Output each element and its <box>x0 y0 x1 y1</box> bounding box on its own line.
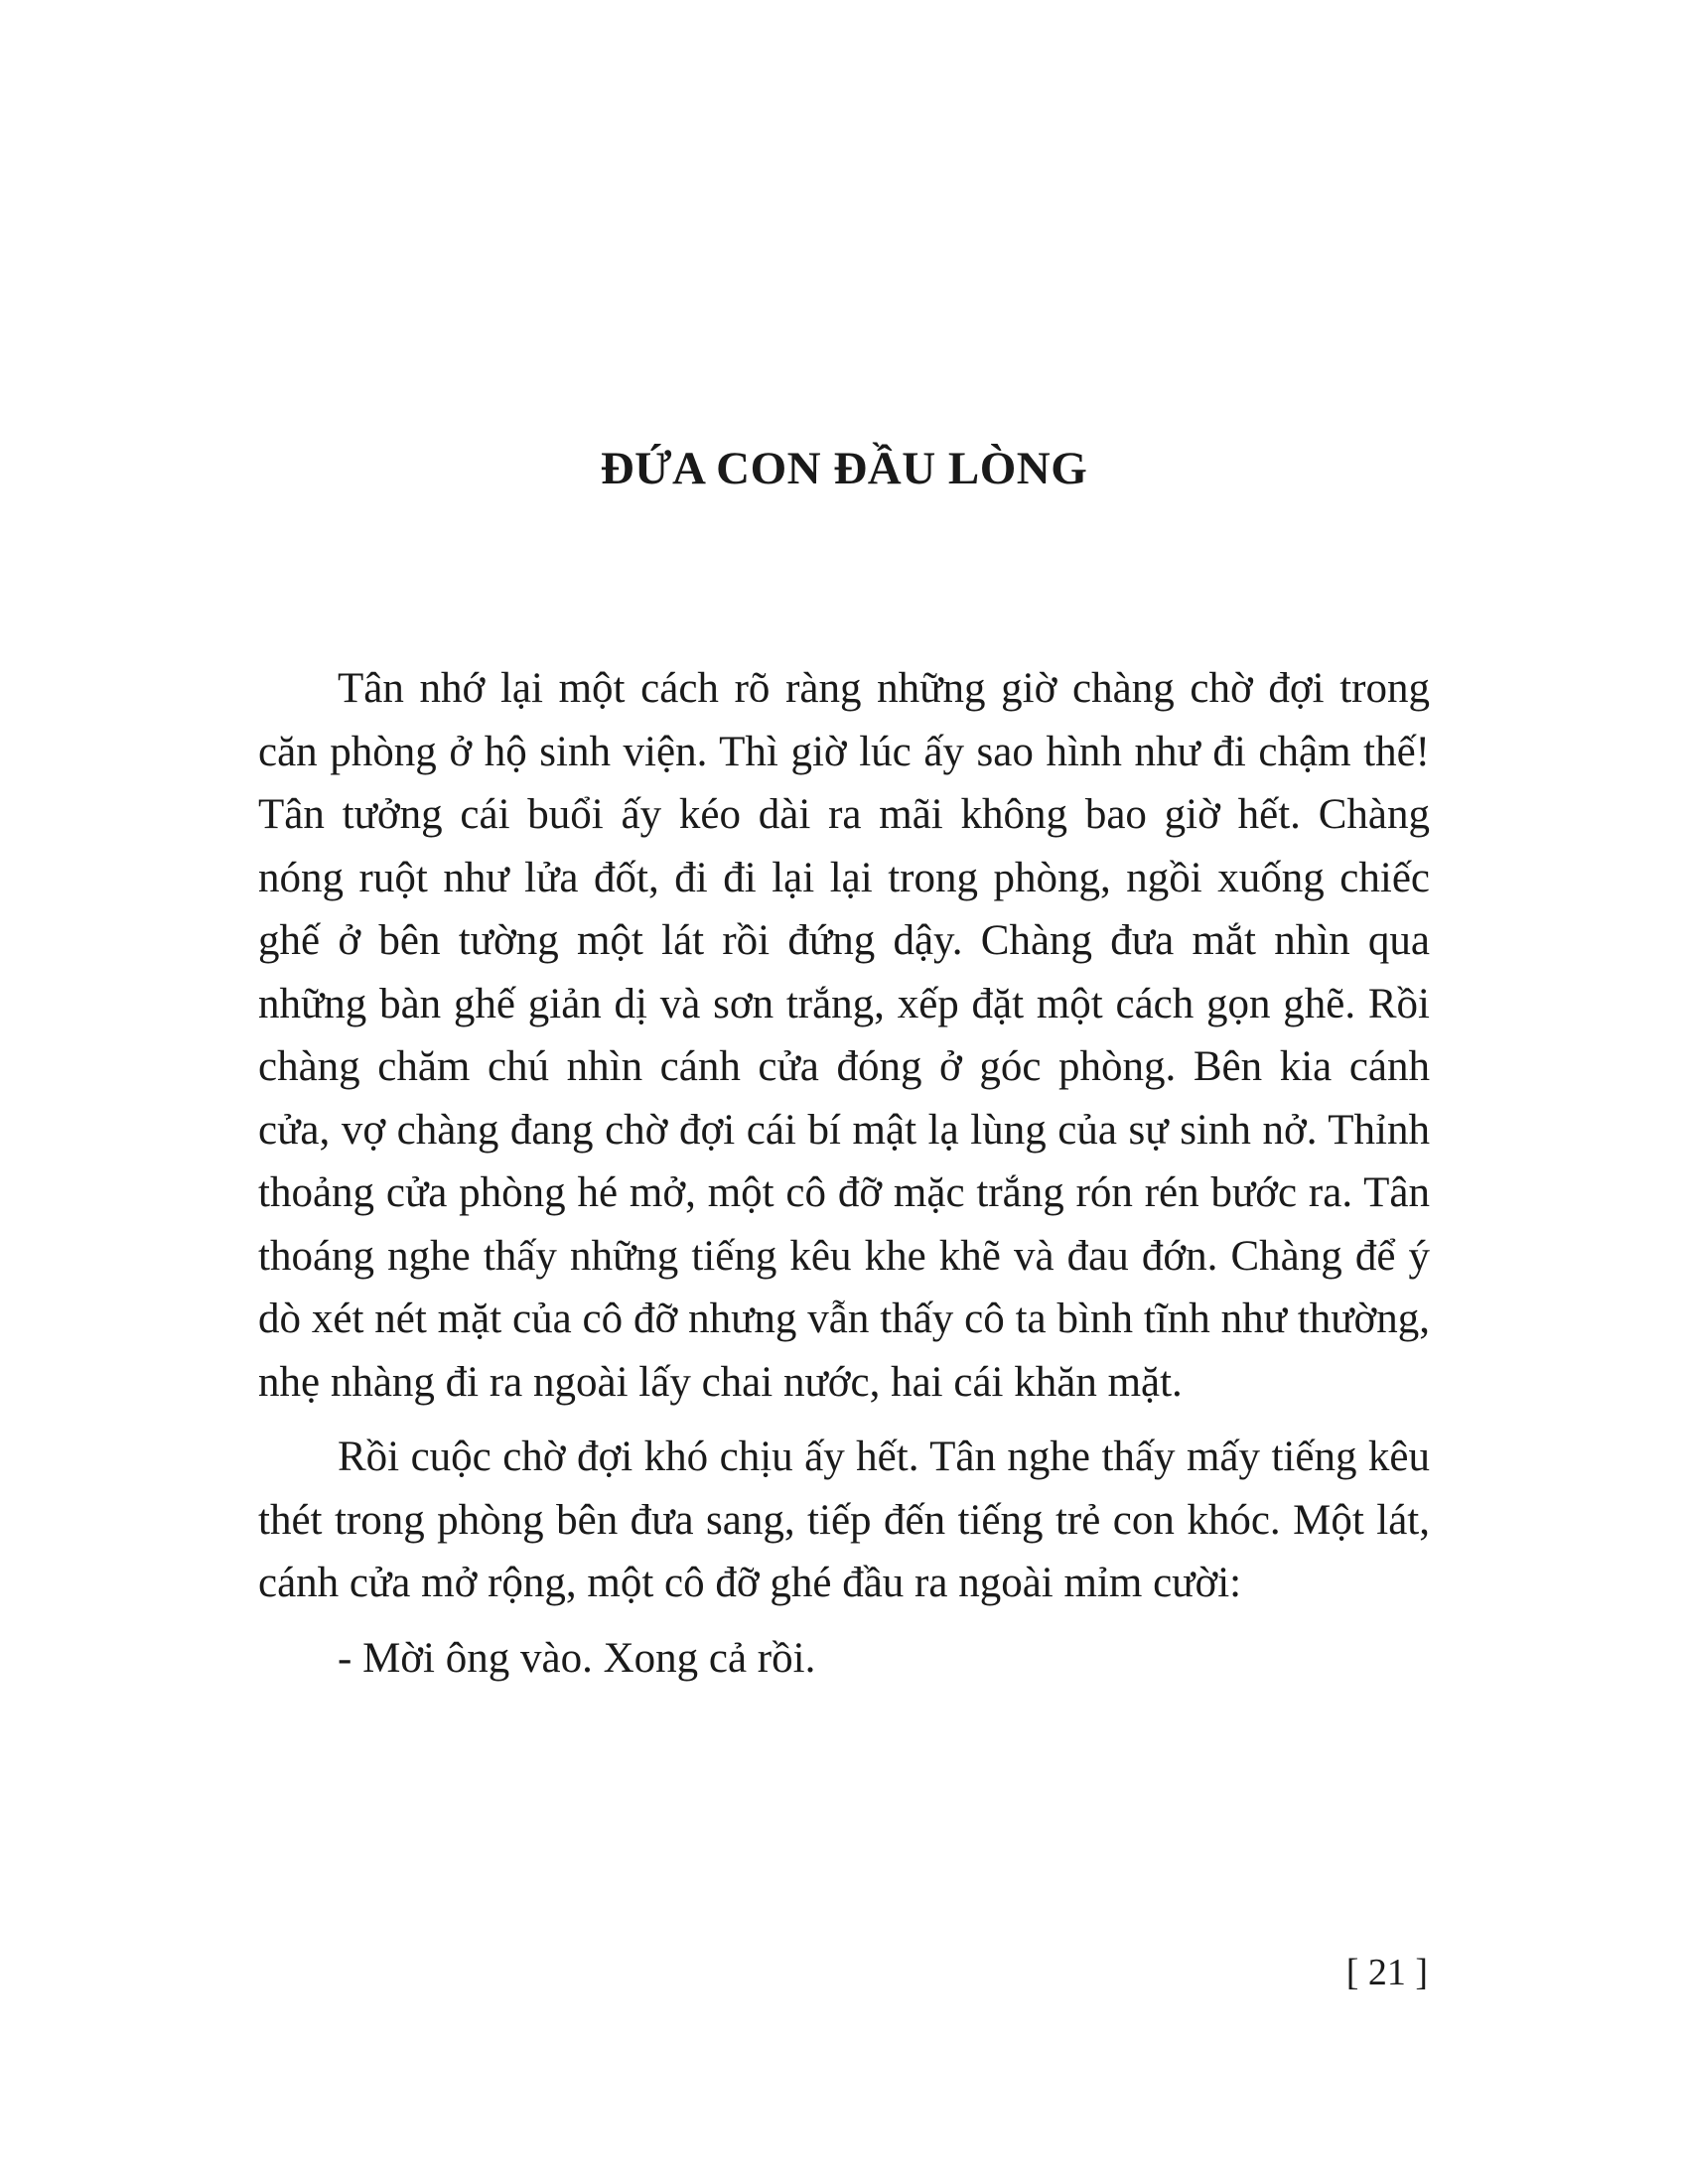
chapter-body <box>258 657 1430 1702</box>
dialogue-line: - Mời ông vào. Xong cả rồi. <box>338 1634 816 1682</box>
paragraph: Rồi cuộc chờ đợi khó chịu ấy hết. Tân nghe thấy mấy tiếng kêu thét trong phòng bên đưa sang, tiếp đến tiếng trẻ con khóc. Một lát, cánh cửa mở rộng, một cô đỡ ghé đầu ra ngoài mỉm cười: <box>258 1433 1430 1606</box>
page-number: [ 21 ] <box>1345 1952 1428 1993</box>
chapter-title: ĐỨA CON ĐẦU LÒNG <box>600 443 1088 494</box>
paragraph: Tân nhớ lại một cách rõ ràng những giờ chàng chờ đợi trong căn phòng ở hộ sinh viện. Thì giờ lúc ấy sao hình như đi chậm thế! Tân tưởng cái buổi ấy kéo dài ra mãi không bao giờ hết. Chàng nóng ruột như lửa đốt, đi đi lại lại trong phòng, ngồi xuống chiếc ghế ở bên tường một lát rồi đứng dậy. Chàng đưa mắt nhìn qua những bàn ghế giản dị và sơn trắng, xếp đặt một cách gọn ghẽ. Rồi chàng chăm chú nhìn cánh cửa đóng ở góc phòng. Bên kia cánh cửa, vợ chàng đang chờ đợi cái bí mật lạ lùng của sự sinh nở. Thỉnh thoảng cửa phòng hé mở, một cô đỡ mặc trắng rón rén bước ra. Tân thoáng nghe thấy những tiếng kêu khe khẽ và đau đớn. Chàng để ý dò xét nét mặt của cô đỡ nhưng vẫn thấy cô ta bình tĩnh như thường, nhẹ nhàng đi ra ngoài lấy chai nước, hai cái khăn mặt. <box>258 665 1430 1406</box>
